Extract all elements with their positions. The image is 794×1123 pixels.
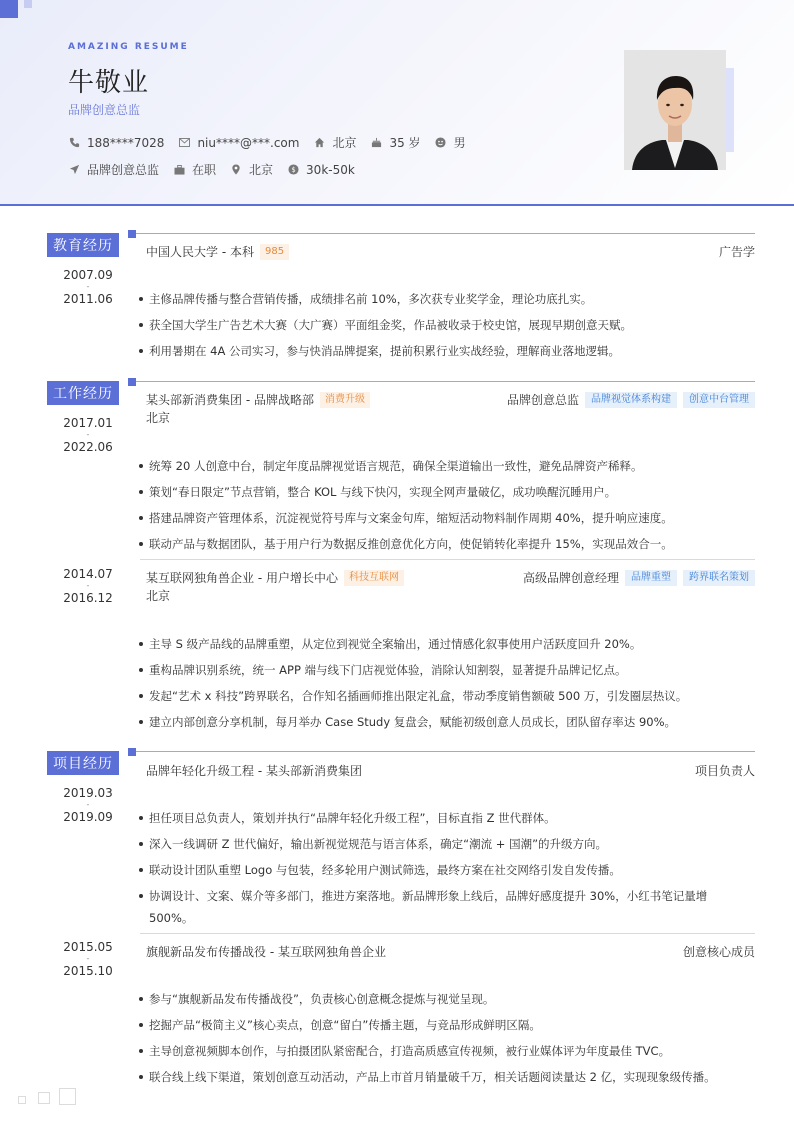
end-date: 2019.09	[63, 810, 113, 824]
list-item: 策划“春日限定”节点营销，整合 KOL 与线下快闪，实现全网声量破亿，成功唤醒沉睡用户。	[138, 479, 755, 505]
send-icon	[68, 164, 80, 176]
list-item: 担任项目总负责人，策划并执行“品牌年轻化升级工程”，目标直指 Z 世代群体。	[138, 805, 755, 831]
candidate-title: 品牌创意总监	[68, 103, 141, 117]
list-item: 参与“旗舰新品发布传播战役”，负责核心创意概念提炼与视觉呈现。	[138, 986, 755, 1012]
school-badge: 985	[260, 244, 289, 260]
candidate-name: 牛敬业	[68, 68, 150, 98]
map-pin-icon	[230, 164, 242, 176]
section-work-title: 工作经历	[47, 381, 119, 405]
section-marker	[128, 378, 136, 386]
section-marker	[128, 748, 136, 756]
start-date: 2019.03	[63, 786, 113, 800]
list-item: 重构品牌识别系统，统一 APP 端与线下门店视觉体验，消除认知割裂，显著提升品牌记忆点。	[138, 657, 755, 683]
briefcase-icon	[173, 164, 185, 176]
job-role	[523, 569, 755, 586]
job-company	[146, 569, 404, 586]
company-name: 某头部新消费集团 - 品牌战略部	[146, 393, 314, 407]
project-role: 创意核心成员	[682, 945, 755, 959]
target-city-item	[230, 161, 273, 178]
status-text: 在职	[192, 163, 217, 177]
salary-item	[287, 163, 355, 177]
phone-text: 188****7028	[87, 135, 165, 150]
school-name: 中国人民大学 - 本科	[146, 245, 254, 259]
salary-text: 30k-50k	[306, 162, 355, 177]
section-divider	[136, 381, 755, 382]
education-major: 广告学	[718, 245, 755, 259]
industry-badge: 科技互联网	[344, 570, 404, 586]
decor-square	[38, 1092, 50, 1104]
end-date: 2022.06	[63, 440, 113, 454]
list-item: 建立内部创意分享机制，每月举办 Case Study 复盘会，赋能初级创意人员成长，团队留存率达 90%。	[138, 709, 755, 735]
skill-tag: 创意中台管理	[683, 392, 755, 408]
end-date: 2016.12	[63, 591, 113, 605]
role-name: 品牌创意总监	[506, 393, 579, 407]
cake-icon	[370, 137, 382, 149]
job-dates: 2017.01 - 2022.06	[47, 417, 129, 453]
resume-tagline: AMAZING RESUME	[68, 42, 189, 52]
list-item: 联动设计团队重塑 Logo 与包装，经多轮用户测试筛选，最终方案在社交网络引发自发传播。	[138, 857, 755, 883]
target-city-text: 北京	[249, 163, 274, 177]
decor-square	[59, 1088, 76, 1105]
start-date: 2007.09	[63, 268, 113, 282]
education-dates: 2007.09 - 2011.06	[47, 269, 129, 305]
person-icon	[435, 137, 447, 149]
phone-item	[68, 136, 164, 150]
start-date: 2014.07	[63, 567, 113, 581]
list-item: 搭建品牌资产管理体系，沉淀视觉符号库与文案金句库，缩短活动物料制作周期 40%，提升响应速度。	[138, 505, 755, 531]
skill-tag: 跨界联名策划	[683, 570, 755, 586]
home-icon	[313, 137, 325, 149]
profile-photo	[624, 50, 726, 170]
resume-header	[0, 0, 794, 206]
list-item: 挖掘产品“极简主义”核心卖点，创意“留白”传播主题，与竞品形成鲜明区隔。	[138, 1012, 755, 1038]
project-bullets	[138, 986, 755, 1090]
list-item: 主导 S 级产品线的品牌重塑，从定位到视觉全案输出，通过情感化叙事使用户活跃度回升 20%。	[138, 631, 755, 657]
start-date: 2017.01	[63, 416, 113, 430]
location-text: 北京	[332, 136, 357, 150]
skill-tag: 品牌重塑	[625, 570, 677, 586]
gender-item	[435, 134, 466, 151]
list-item: 发起“艺术 x 科技”跨界联名，合作知名插画师推出限定礼盒，带动季度销售额破 500 万，引发圈层热议。	[138, 683, 755, 709]
entry-divider	[140, 559, 755, 560]
decor-square	[18, 1096, 26, 1104]
start-date: 2015.05	[63, 940, 113, 954]
industry-badge: 消费升级	[320, 392, 370, 408]
list-item: 深入一线调研 Z 世代偏好，输出新视觉规范与语言体系，确定“潮流 + 国潮”的升级方向。	[138, 831, 755, 857]
phone-icon	[68, 137, 80, 149]
decor-square	[0, 0, 18, 18]
section-divider	[136, 751, 755, 752]
list-item: 利用暑期在 4A 公司实习，参与快消品牌提案，提前积累行业实战经验，理解商业落地逻辑。	[138, 338, 755, 364]
project-bullets	[138, 805, 755, 929]
end-date: 2011.06	[63, 292, 113, 306]
age-text: 35 岁	[389, 136, 421, 150]
job-role	[507, 391, 755, 408]
location-item	[313, 134, 356, 151]
decor-square-small	[24, 0, 32, 8]
contact-row	[68, 134, 480, 151]
email-text: niu****@***.com	[197, 135, 300, 150]
list-item: 联合线上线下渠道，策划创意互动活动，产品上市首月销量破千万，相关话题阅读量达 2 亿，实现现象级传播。	[138, 1064, 755, 1090]
education-bullets	[138, 286, 755, 364]
project-name: 旗舰新品发布传播战役 - 某互联网独角兽企业	[146, 945, 386, 959]
education-school	[146, 243, 289, 260]
role-name: 高级品牌创意经理	[522, 571, 619, 585]
job-bullets	[138, 631, 755, 735]
project-name: 品牌年轻化升级工程 - 某头部新消费集团	[146, 764, 362, 778]
mail-icon	[178, 137, 190, 149]
target-position-text: 品牌创意总监	[87, 163, 160, 177]
money-icon	[287, 164, 299, 176]
section-education-title: 教育经历	[47, 233, 119, 257]
email-item	[178, 136, 299, 150]
project-role: 项目负责人	[694, 764, 755, 778]
job-dates: 2014.07 - 2016.12	[47, 568, 129, 604]
section-marker	[128, 230, 136, 238]
list-item: 主导创意视频脚本创作，与拍摄团队紧密配合，打造高质感宣传视频，被行业媒体评为年度最佳 TVC。	[138, 1038, 755, 1064]
list-item: 获全国大学生广告艺术大赛（大广赛）平面组金奖，作品被收录于校史馆，展现早期创意天赋。	[138, 312, 755, 338]
skill-tag: 品牌视觉体系构建	[585, 392, 677, 408]
gender-text: 男	[453, 136, 466, 150]
entry-divider	[140, 933, 755, 934]
project-dates: 2015.05 - 2015.10	[47, 941, 129, 977]
job-city: 北京	[146, 589, 171, 603]
project-dates: 2019.03 - 2019.09	[47, 787, 129, 823]
age-item	[370, 134, 420, 151]
status-item	[173, 161, 216, 178]
list-item: 协调设计、文案、媒介等多部门，推进方案落地。新品牌形象上线后，品牌好感度提升 30%，小红书笔记量增 500%。	[138, 885, 755, 929]
target-position-item	[68, 161, 159, 178]
section-divider	[136, 233, 755, 234]
section-projects-title: 项目经历	[47, 751, 119, 775]
end-date: 2015.10	[63, 964, 113, 978]
company-name: 某互联网独角兽企业 - 用户增长中心	[146, 571, 338, 585]
job-city: 北京	[146, 411, 171, 425]
job-intent-row	[68, 161, 369, 178]
job-bullets	[138, 453, 755, 557]
list-item: 主修品牌传播与整合营销传播，成绩排名前 10%，多次获专业奖学金，理论功底扎实。	[138, 286, 755, 312]
list-item: 统筹 20 人创意中台，制定年度品牌视觉语言规范，确保全渠道输出一致性，避免品牌资产稀释。	[138, 453, 755, 479]
job-company	[146, 391, 370, 408]
svg-text:$: $	[290, 165, 296, 174]
list-item: 联动产品与数据团队，基于用户行为数据反推创意优化方向，使促销转化率提升 15%，实现品效合一。	[138, 531, 755, 557]
